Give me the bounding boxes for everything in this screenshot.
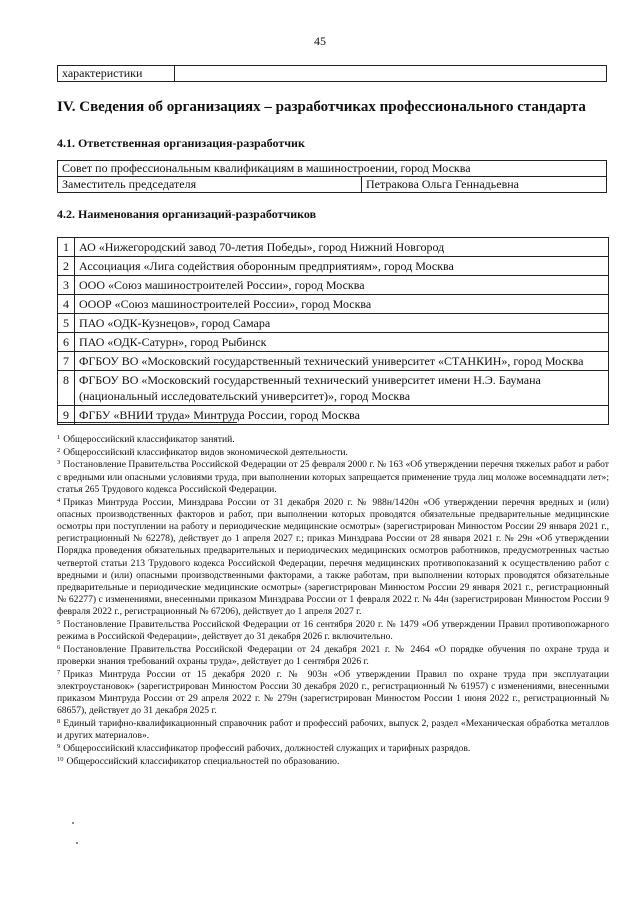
developer-name: ФГБОУ ВО «Московский государственный технический университет «СТАНКИН», город Москва [75,352,609,371]
table-row [58,371,609,406]
footnote-marker: 5 [57,619,61,627]
footnote [57,459,609,496]
table-row [58,314,609,333]
footnote [57,497,609,619]
developer-number: 9 [58,406,75,425]
footnote-marker: 7 [57,668,61,676]
developer-name: ПАО «ОДК-Кузнецов», город Самара [75,314,609,333]
page-number: 45 [314,34,326,48]
section-title: IV. Сведения об организациях – разработчиках профессионального стандарта [57,99,586,115]
developer-number: 3 [58,276,75,295]
footnote-marker: 2 [57,446,61,454]
footnote-text: Единый тарифно-квалификационный справочник работ и профессий рабочих, выпуск 2, раздел «Механическая обработка металлов и других материалов». [57,718,609,742]
footnote [57,434,609,446]
table-row [58,295,609,314]
responsible-org-table [57,160,607,193]
developer-name: ФГБОУ ВО «Московский государственный технический университет имени Н.Э. Баумана (национальный исследовательский университет)», город Москва [75,371,609,406]
developer-name: ООО «Союз машиностроителей России», город Москва [75,276,609,295]
responsible-person: Петракова Ольга Геннадьевна [362,177,607,193]
footnote-marker: 4 [57,496,61,504]
scan-speck [76,842,78,844]
footnote-marker: 10 [57,755,64,763]
footnote [57,447,609,459]
table-row [58,352,609,371]
footnote [57,718,609,742]
footnotes [57,434,609,768]
developer-name: ОООР «Союз машиностроителей России», город Москва [75,295,609,314]
footnote [57,756,609,768]
footnote-text: Приказ Минтруда России от 15 декабря 2020 г. № 903н «Об утверждении Правил по охране труда при эксплуатации электроустановок» (зарегистрирован Минюстом России 30 декабря 2020 г., регистрационный № 61957) с изменениями, внесенными приказом Минтруда России от 29 апреля 2022 г. № 279н (зарегистрирован Минюстом России 1 июня 2022 г., регистрационный № 68657), действует до 31 декабря 2025 г. [57,668,609,717]
characteristics-label: характеристики [58,66,175,82]
characteristics-value [175,66,607,82]
developers-heading: 4.2. Наименования организаций-разработчиков [57,207,317,221]
footnote-marker: 1 [57,434,61,441]
developer-name: ФГБУ «ВНИИ труда» Минтруда России, город Москва [75,406,609,425]
footnote-text: Постановление Правительства Российской Федерации от 24 декабря 2021 г. № 2464 «О порядке обучения по охране труда и проверки знания требований охраны труда», действует до 1 сентября 2026 г. [57,643,609,668]
developer-name: ПАО «ОДК-Сатурн», город Рыбинск [75,333,609,352]
table-row [58,238,609,257]
developer-number: 6 [58,333,75,352]
footnote-marker: 6 [57,643,61,651]
footnote [57,743,609,755]
footnote-text: Постановление Правительства Российской Федерации от 25 февраля 2000 г. № 163 «Об утверждении перечня тяжелых работ и работ с вредными или опасными условиями труда, при выполнении которых запрещается применение труда лиц моложе восемнадцати лет»; статья 265 Трудового кодекса Российской Федерации. [57,459,609,495]
footnote [57,669,609,718]
footnote-marker: 9 [57,743,61,751]
footnote [57,619,609,643]
footnote-text: Общероссийский классификатор видов экономической деятельности. [63,446,348,458]
responsible-org-name: Совет по профессиональным квалификациям в машиностроении, город Москва [58,161,607,177]
table-row [58,333,609,352]
developer-name: АО «Нижегородский завод 70-летия Победы», город Нижний Новгород [75,238,609,257]
developers-table [57,237,609,425]
scan-speck [72,822,74,824]
developer-number: 4 [58,295,75,314]
footnote-text: Приказ Минтруда России, Минздрава России от 31 декабря 2020 г. № 988н/1420н «Об утверждении перечня вредных и (или) опасных производственных факторов и работ, при выполнении которых проводятся обязательные предварительные медицинские осмотры при поступлении на работу и периодические медицинские осмотры» (зарегистрирован Минюстом России 29 января 2021 г., регистрационный № 62278), действует до 1 апреля 2027 г.; приказ Минздрава России от 28 января 2021 г. № 29н «Об утверждении Порядка проведения обязательных предварительных и периодических медицинских осмотров работников, предусмотренных частью четвертой статьи 213 Трудового кодекса Российской Федерации, перечня медицинских противопоказаний к осуществлению работ с вредными и (или) опасными производственными факторами, а также работам, при выполнении которых проводятся обязательные предварительные и периодические медицинские осмотры» (зарегистрирован Минюстом России 29 января 2021 г., регистрационный № 62277) с изменениями, внесенными приказом Минздрава России от 1 февраля 2022 г. № 44н (зарегистрирован Минюстом России 9 февраля 2022 г., регистрационный № 67206), действует до 1 апреля 2027 г. [57,496,609,618]
developer-number: 1 [58,238,75,257]
footnote-text: Постановление Правительства Российской Федерации от 16 сентября 2020 г. № 1479 «Об утверждении Правил противопожарного режима в Российской Федерации», действует до 31 декабря 2026 г. включительно. [57,619,609,643]
footnote [57,644,609,668]
developer-number: 2 [58,257,75,276]
footnote-separator [57,422,237,423]
footnote-marker: 3 [57,459,61,467]
developer-number: 7 [58,352,75,371]
table-row [58,257,609,276]
responsible-position: Заместитель председателя [58,177,362,193]
responsible-org-heading: 4.1. Ответственная организация-разработчик [57,136,305,150]
table-row [58,276,609,295]
footnote-text: Общероссийский классификатор занятий. [63,434,235,445]
developer-number: 8 [58,371,75,406]
footnote-text: Общероссийский классификатор профессий рабочих, должностей служащих и тарифных разрядов. [63,743,471,755]
developer-number: 5 [58,314,75,333]
footnote-text: Общероссийский классификатор специальностей по образованию. [66,755,340,767]
footnote-marker: 8 [57,718,61,726]
characteristics-table [57,65,607,82]
developer-name: Ассоциация «Лига содействия оборонным предприятиям», город Москва [75,257,609,276]
